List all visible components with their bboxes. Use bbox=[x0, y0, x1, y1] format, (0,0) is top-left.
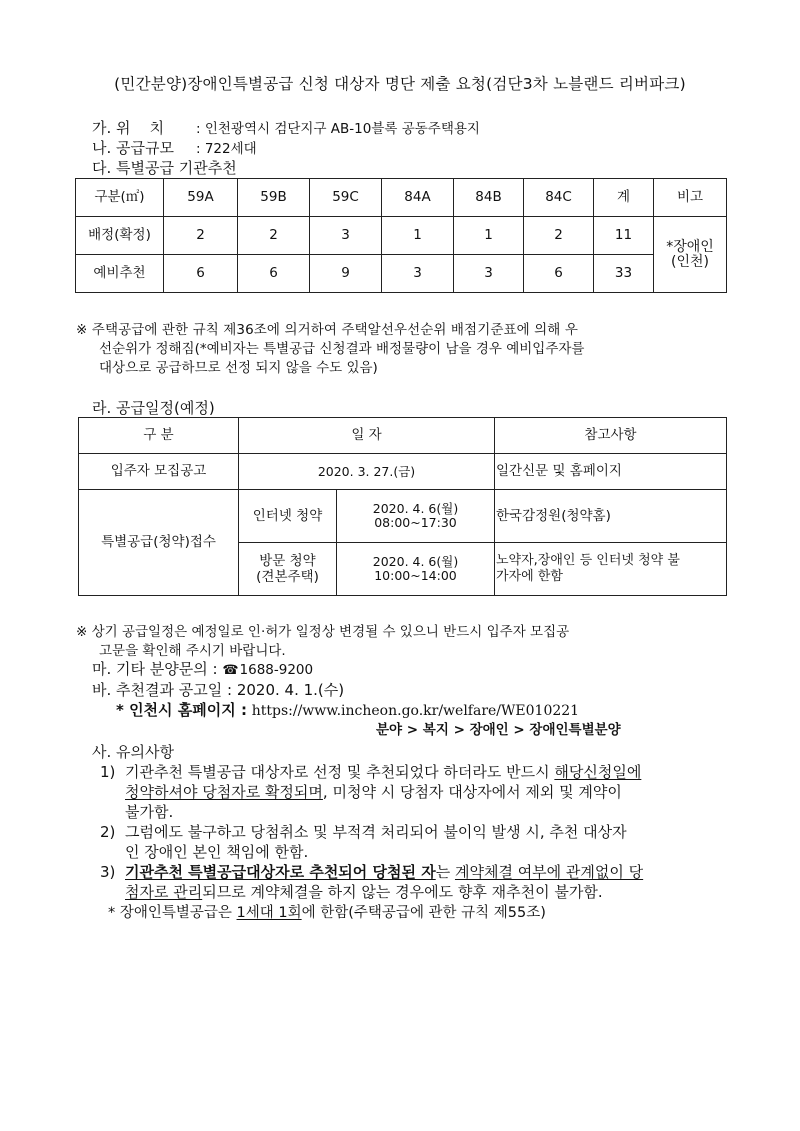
table-cell: 6 bbox=[524, 255, 594, 293]
table-cell: 3 bbox=[310, 217, 382, 255]
note-cell bbox=[654, 217, 727, 293]
item-text-underlined: 해당신청일에 bbox=[554, 763, 642, 781]
limit-text-underlined: 1세대 1회 bbox=[236, 905, 302, 921]
allocation-header-row bbox=[76, 179, 727, 217]
location-line bbox=[92, 117, 480, 138]
item-text: 는 bbox=[435, 863, 455, 881]
schedule-heading: 라. 공급일정(예정) bbox=[92, 399, 215, 417]
header-cell: 84B bbox=[454, 179, 524, 217]
location-value: : 인천광역시 검단지구 AB-10블록 공동주택용지 bbox=[196, 121, 480, 137]
row-label: 예비추천 bbox=[76, 255, 164, 293]
caution-item-2-line1 bbox=[100, 821, 627, 842]
phone-icon: ☎ bbox=[222, 663, 239, 678]
supply-scale-line bbox=[92, 137, 257, 158]
time-line: 10:00~14:00 bbox=[374, 568, 457, 583]
limit-text: * 장애인특별공급은 bbox=[108, 905, 237, 921]
schedule-header-row bbox=[79, 418, 727, 454]
item-number: 3) bbox=[100, 863, 116, 881]
rule-note-line3: 대상으로 공급하므로 선정 되지 않을 수도 있음) bbox=[99, 360, 378, 376]
header-cell: 59A bbox=[164, 179, 238, 217]
homepage-path: 분야 > 복지 > 장애인 > 장애인특별분양 bbox=[376, 722, 621, 738]
inquiry-phone: 1688-9200 bbox=[239, 662, 314, 678]
schedule-note bbox=[495, 543, 727, 596]
caution-item-2-line2: 인 장애인 본인 책임에 한함. bbox=[125, 843, 309, 861]
schedule-note: 일간신문 및 홈페이지 bbox=[495, 454, 727, 490]
schedule-table bbox=[78, 417, 727, 596]
header-cell: 일 자 bbox=[239, 418, 495, 454]
header-cell: 59B bbox=[238, 179, 310, 217]
note-line: 가자에 한함 bbox=[496, 569, 563, 584]
caution-item-1-line1 bbox=[100, 761, 641, 782]
table-cell: 3 bbox=[382, 255, 454, 293]
homepage-label: * 인천시 홈페이지 : bbox=[116, 701, 247, 719]
row-label: 배정(확정) bbox=[76, 217, 164, 255]
rule-note-line1: ※ 주택공급에 관한 규칙 제36조에 의거하여 주택알선우선순위 배점기준표에 의해 우 bbox=[76, 322, 578, 338]
header-cell: 참고사항 bbox=[495, 418, 727, 454]
table-row bbox=[79, 490, 727, 543]
schedule-date bbox=[337, 490, 495, 543]
table-cell: 2 bbox=[164, 217, 238, 255]
item-text-bold: 기관추천 특별공급대상자로 추천되어 당첨된 자 bbox=[125, 863, 436, 881]
header-cell: 계 bbox=[594, 179, 654, 217]
table-cell: 33 bbox=[594, 255, 654, 293]
table-cell: 1 bbox=[382, 217, 454, 255]
schedule-method bbox=[239, 543, 337, 596]
caution-item-3-line1 bbox=[100, 861, 643, 882]
date-line: 2020. 4. 6(월) bbox=[372, 553, 459, 569]
caution-heading: 사. 유의사항 bbox=[92, 743, 174, 761]
table-cell: 3 bbox=[454, 255, 524, 293]
location-label: 가. 위 치 bbox=[92, 119, 165, 137]
caution-item-1-line3: 불가함. bbox=[125, 803, 174, 821]
item-text-underlined: 계약체결 여부에 관계없이 당 bbox=[454, 863, 644, 881]
schedule-note-line2: 고문을 확인해 주시기 바랍니다. bbox=[99, 643, 286, 659]
item-number: 1) bbox=[100, 763, 116, 781]
header-cell: 59C bbox=[310, 179, 382, 217]
table-cell: 2 bbox=[238, 217, 310, 255]
table-cell: 11 bbox=[594, 217, 654, 255]
header-cell: 구분(㎡) bbox=[76, 179, 164, 217]
item-text: 그럼에도 불구하고 당첨취소 및 부적격 처리되어 불이익 발생 시, 추천 대상자 bbox=[125, 823, 627, 841]
schedule-note: 한국감정원(청약홈) bbox=[495, 490, 727, 543]
supply-scale-label: 나. 공급규모 bbox=[92, 139, 174, 157]
homepage-line bbox=[116, 699, 579, 720]
header-cell: 84C bbox=[524, 179, 594, 217]
inquiry-label: 마. 기타 분양문의 : bbox=[92, 660, 223, 678]
special-supply-heading: 다. 특별공급 기관추천 bbox=[92, 159, 237, 177]
caution-item-3-line2 bbox=[125, 881, 603, 902]
note-line: *장애인 bbox=[666, 238, 714, 255]
schedule-date bbox=[337, 543, 495, 596]
rule-note-line2: 선순위가 정해짐(*예비자는 특별공급 신청결과 배정물량이 남을 경우 예비입주자를 bbox=[99, 341, 585, 357]
table-row bbox=[76, 255, 727, 293]
item-number: 2) bbox=[100, 823, 116, 841]
limit-note bbox=[108, 901, 546, 922]
schedule-category: 입주자 모집공고 bbox=[79, 454, 239, 490]
caution-item-1-line2 bbox=[125, 781, 622, 802]
document-title: (민간분양)장애인특별공급 신청 대상자 명단 제출 요청(검단3차 노블랜드 리버파크) bbox=[114, 75, 686, 93]
inquiry-line bbox=[92, 658, 313, 679]
schedule-method: 인터넷 청약 bbox=[239, 490, 337, 543]
table-cell: 6 bbox=[164, 255, 238, 293]
announcement-date-line: 바. 추천결과 공고일 : 2020. 4. 1.(수) bbox=[92, 681, 345, 699]
header-cell: 구 분 bbox=[79, 418, 239, 454]
item-text: 되므로 계약체결을 하지 않는 경우에도 향후 재추천이 불가함. bbox=[202, 883, 603, 901]
header-cell: 비고 bbox=[654, 179, 727, 217]
schedule-category: 특별공급(청약)접수 bbox=[79, 490, 239, 596]
item-text: , 미청약 시 당첨자 대상자에서 제외 및 계약이 bbox=[322, 783, 622, 801]
note-line: (인천) bbox=[671, 253, 709, 270]
table-cell: 9 bbox=[310, 255, 382, 293]
item-text-underlined: 첨자로 관리 bbox=[125, 883, 203, 901]
supply-scale-value: : 722세대 bbox=[196, 141, 257, 157]
method-line: (견본주택) bbox=[256, 569, 319, 585]
table-row bbox=[76, 217, 727, 255]
allocation-table bbox=[75, 178, 727, 293]
date-line: 2020. 4. 6(월) bbox=[372, 500, 459, 516]
item-text: 기관추천 특별공급 대상자로 선정 및 추천되었다 하더라도 반드시 bbox=[125, 763, 555, 781]
homepage-url[interactable]: https://www.incheon.go.kr/welfare/WE010221 bbox=[251, 703, 580, 719]
schedule-note-line1: ※ 상기 공급일정은 예정일로 인·허가 일정상 변경될 수 있으니 반드시 입주자 모집공 bbox=[76, 624, 570, 640]
table-cell: 2 bbox=[524, 217, 594, 255]
header-cell: 84A bbox=[382, 179, 454, 217]
limit-text: 에 한함(주택공급에 관한 규칙 제55조) bbox=[301, 905, 546, 921]
item-text-underlined: 청약하셔야 당첨자로 확정되며 bbox=[125, 783, 323, 801]
method-line: 방문 청약 bbox=[259, 552, 316, 569]
schedule-date: 2020. 3. 27.(금) bbox=[239, 454, 495, 490]
note-line: 노약자,장애인 등 인터넷 청약 불 bbox=[496, 553, 680, 569]
table-row bbox=[79, 454, 727, 490]
table-cell: 6 bbox=[238, 255, 310, 293]
time-line: 08:00~17:30 bbox=[374, 515, 457, 530]
table-cell: 1 bbox=[454, 217, 524, 255]
